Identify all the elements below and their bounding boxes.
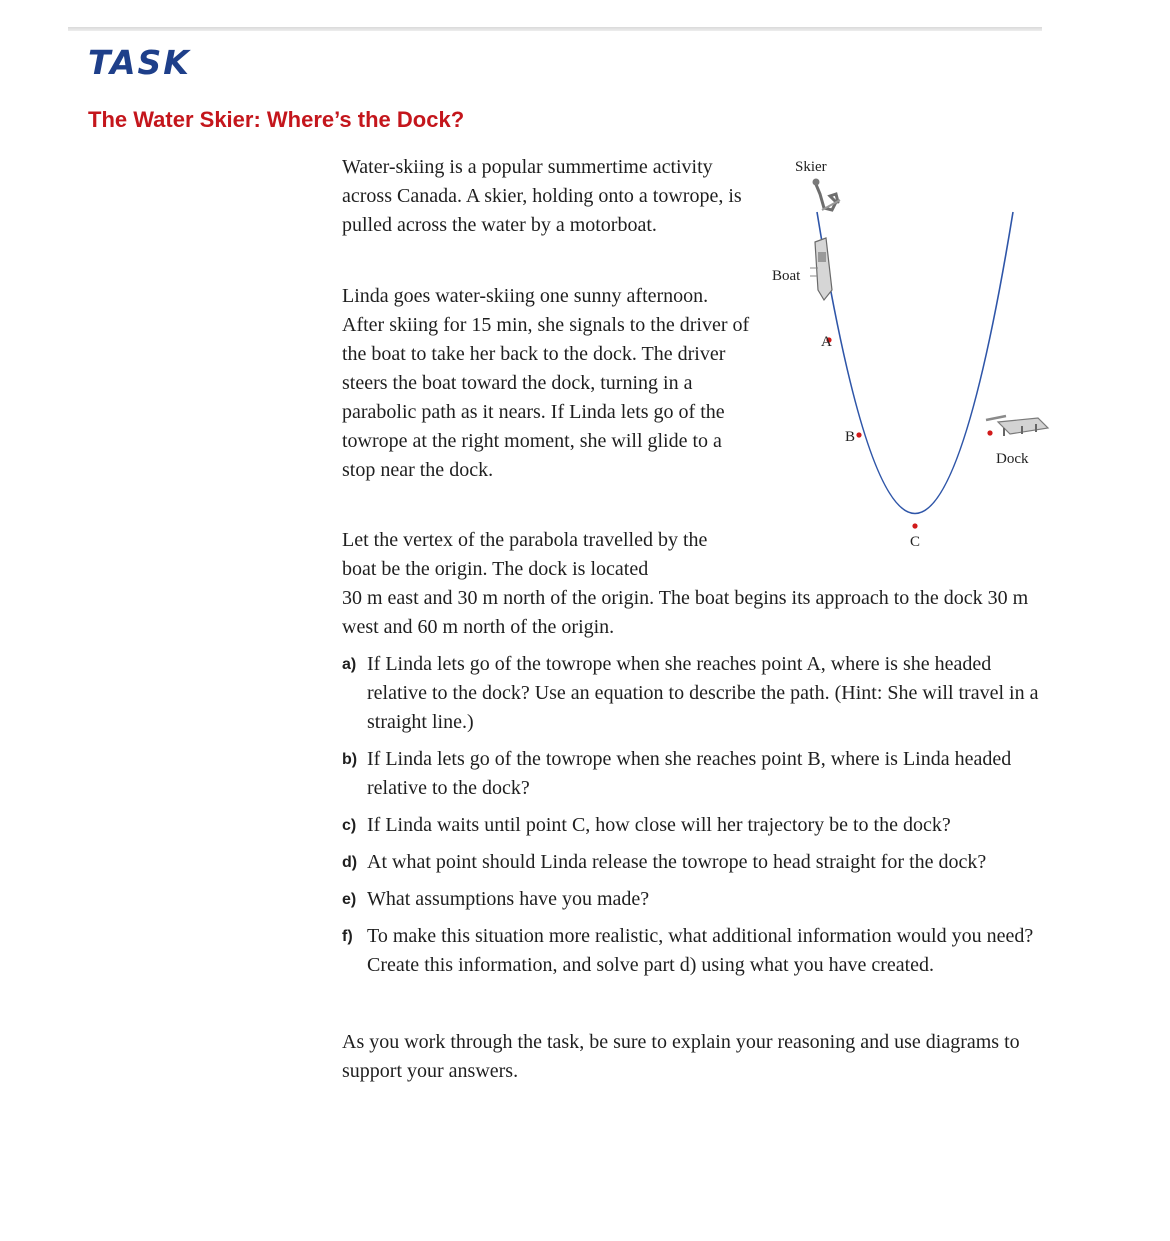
question-letter: f)	[342, 928, 353, 945]
question-letter: b)	[342, 751, 358, 768]
task-label: TASK	[88, 43, 191, 82]
dock-point	[987, 430, 992, 435]
question-text: If Linda lets go of the towrope when she reaches point A, where is she headed relative to the dock? Use an equation to describe the path. (Hint: She will travel in a straight line.)	[367, 653, 1039, 733]
intro-paragraph-2: Linda goes water-skiing one sunny afternoon. After skiing for 15 min, she signals to the driver of the boat to take her back to the dock. The driver steers the boat toward the dock, turning in a parabolic path as it nears. If Linda lets go of the towrope at the right moment, she will glide to a stop near the dock.	[342, 285, 750, 481]
intro-paragraph-1: Water-skiing is a popular summertime activity across Canada. A skier, holding onto a towrope, is pulled across the water by a motorboat.	[342, 156, 742, 236]
question-item	[342, 650, 1042, 737]
question-text: To make this situation more realistic, what additional information would you need? Create this information, and solve part d) using what you have created.	[367, 925, 1034, 976]
question-item	[342, 745, 1042, 803]
point-b-marker	[856, 432, 861, 437]
skier-icon	[813, 179, 841, 211]
point-a-label: A	[821, 334, 832, 350]
intro-paragraph-3-wide: 30 m east and 30 m north of the origin. The boat begins its approach to the dock 30 m west and 60 m north of the origin.	[342, 587, 1029, 638]
task-title: The Water Skier: Where’s the Dock?	[88, 107, 465, 132]
question-letter: e)	[342, 891, 357, 908]
boat-label: Boat	[772, 268, 801, 284]
intro-paragraph-3-narrow: Let the vertex of the parabola travelled by the boat be the origin. The dock is located	[342, 529, 708, 580]
question-text: If Linda waits until point C, how close will her trajectory be to the dock?	[367, 814, 951, 836]
closing-paragraph: As you work through the task, be sure to explain your reasoning and use diagrams to support your answers.	[342, 1031, 1020, 1082]
question-list	[342, 650, 1042, 988]
parabola-diagram	[760, 150, 1050, 560]
point-c-marker	[912, 523, 917, 528]
dock-icon	[986, 416, 1048, 436]
question-text: If Linda lets go of the towrope when she reaches point B, where is Linda headed relative to the dock?	[367, 748, 1012, 799]
question-letter: c)	[342, 817, 357, 834]
question-item	[342, 922, 1042, 980]
question-letter: d)	[342, 854, 358, 871]
top-rule	[68, 27, 1042, 31]
question-item	[342, 885, 1042, 914]
point-b-label: B	[845, 429, 856, 445]
point-c-label: C	[910, 534, 921, 550]
dock-label: Dock	[996, 451, 1029, 467]
question-text: At what point should Linda release the towrope to head straight for the dock?	[367, 851, 987, 873]
question-item	[342, 848, 1042, 877]
parabola-curve	[817, 212, 1013, 514]
question-text: What assumptions have you made?	[367, 888, 650, 910]
question-item	[342, 811, 1042, 840]
skier-label: Skier	[795, 159, 827, 175]
question-letter: a)	[342, 656, 357, 673]
boat-icon	[810, 238, 832, 300]
